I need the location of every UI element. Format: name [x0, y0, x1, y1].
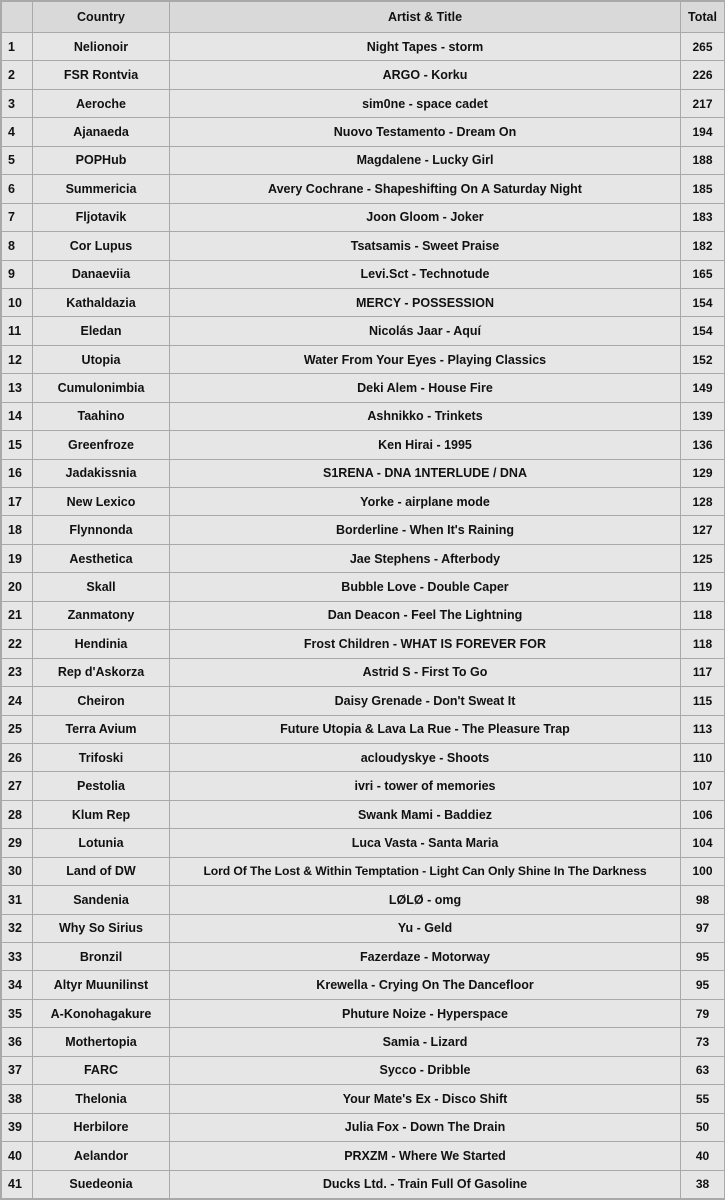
rank-cell: 36 — [2, 1028, 33, 1056]
total-cell: 97 — [681, 914, 725, 942]
country-cell: FSR Rontvia — [33, 61, 170, 89]
results-table — [1, 1, 725, 1199]
table-row — [2, 260, 725, 288]
artist-title-cell: Joon Gloom - Joker — [170, 203, 681, 231]
table-row — [2, 630, 725, 658]
total-cell: 152 — [681, 345, 725, 373]
rank-cell: 31 — [2, 886, 33, 914]
total-cell: 100 — [681, 857, 725, 885]
table-row — [2, 829, 725, 857]
total-cell: 182 — [681, 232, 725, 260]
total-cell: 129 — [681, 459, 725, 487]
table-row — [2, 1142, 725, 1170]
artist-title-cell: Yorke - airplane mode — [170, 488, 681, 516]
table-row — [2, 33, 725, 61]
total-cell: 149 — [681, 374, 725, 402]
total-cell: 128 — [681, 488, 725, 516]
table-row — [2, 374, 725, 402]
total-cell: 226 — [681, 61, 725, 89]
total-cell: 117 — [681, 658, 725, 686]
country-cell: Suedeonia — [33, 1170, 170, 1198]
country-cell: Terra Avium — [33, 715, 170, 743]
country-cell: Aesthetica — [33, 544, 170, 572]
artist-title-cell: Yu - Geld — [170, 914, 681, 942]
country-cell: Trifoski — [33, 743, 170, 771]
total-cell: 40 — [681, 1142, 725, 1170]
table-row — [2, 175, 725, 203]
total-cell: 139 — [681, 402, 725, 430]
total-cell: 63 — [681, 1056, 725, 1084]
total-cell: 118 — [681, 630, 725, 658]
total-cell: 118 — [681, 601, 725, 629]
header-country: Country — [33, 2, 170, 33]
table-row — [2, 573, 725, 601]
artist-title-cell: S1RENA - DNA 1NTERLUDE / DNA — [170, 459, 681, 487]
artist-title-cell: Julia Fox - Down The Drain — [170, 1113, 681, 1141]
artist-title-cell: Ducks Ltd. - Train Full Of Gasoline — [170, 1170, 681, 1198]
artist-title-cell: Fazerdaze - Motorway — [170, 943, 681, 971]
rank-cell: 12 — [2, 345, 33, 373]
total-cell: 217 — [681, 89, 725, 117]
artist-title-cell: Nicolás Jaar - Aquí — [170, 317, 681, 345]
rank-cell: 2 — [2, 61, 33, 89]
total-cell: 188 — [681, 146, 725, 174]
artist-title-cell: Daisy Grenade - Don't Sweat It — [170, 687, 681, 715]
country-cell: Cumulonimbia — [33, 374, 170, 402]
country-cell: Hendinia — [33, 630, 170, 658]
table-row — [2, 943, 725, 971]
country-cell: Summericia — [33, 175, 170, 203]
rank-cell: 16 — [2, 459, 33, 487]
rank-cell: 22 — [2, 630, 33, 658]
rank-cell: 39 — [2, 1113, 33, 1141]
header-row — [2, 2, 725, 33]
country-cell: Aelandor — [33, 1142, 170, 1170]
table-row — [2, 61, 725, 89]
artist-title-cell: Bubble Love - Double Caper — [170, 573, 681, 601]
artist-title-cell: Magdalene - Lucky Girl — [170, 146, 681, 174]
rank-cell: 18 — [2, 516, 33, 544]
total-cell: 265 — [681, 33, 725, 61]
artist-title-cell: Krewella - Crying On The Dancefloor — [170, 971, 681, 999]
country-cell: Mothertopia — [33, 1028, 170, 1056]
table-row — [2, 488, 725, 516]
artist-title-cell: Luca Vasta - Santa Maria — [170, 829, 681, 857]
table-row — [2, 544, 725, 572]
table-row — [2, 232, 725, 260]
country-cell: Herbilore — [33, 1113, 170, 1141]
header-artist-title: Artist & Title — [170, 2, 681, 33]
artist-title-cell: Deki Alem - House Fire — [170, 374, 681, 402]
table-row — [2, 317, 725, 345]
artist-title-cell: Jae Stephens - Afterbody — [170, 544, 681, 572]
country-cell: Taahino — [33, 402, 170, 430]
artist-title-cell: Phuture Noize - Hyperspace — [170, 999, 681, 1027]
rank-cell: 6 — [2, 175, 33, 203]
rank-cell: 7 — [2, 203, 33, 231]
table-row — [2, 687, 725, 715]
artist-title-cell: PRXZM - Where We Started — [170, 1142, 681, 1170]
rank-cell: 15 — [2, 431, 33, 459]
country-cell: A-Konohagakure — [33, 999, 170, 1027]
country-cell: Altyr Muunilinst — [33, 971, 170, 999]
table-row — [2, 914, 725, 942]
rank-cell: 19 — [2, 544, 33, 572]
total-cell: 95 — [681, 971, 725, 999]
total-cell: 127 — [681, 516, 725, 544]
rank-cell: 20 — [2, 573, 33, 601]
rank-cell: 32 — [2, 914, 33, 942]
artist-title-cell: Ashnikko - Trinkets — [170, 402, 681, 430]
rank-cell: 41 — [2, 1170, 33, 1198]
rank-cell: 29 — [2, 829, 33, 857]
table-row — [2, 459, 725, 487]
rank-cell: 17 — [2, 488, 33, 516]
total-cell: 154 — [681, 317, 725, 345]
table-body — [2, 33, 725, 1199]
artist-title-cell: LØLØ - omg — [170, 886, 681, 914]
header-rank — [2, 2, 33, 33]
artist-title-cell: acloudyskye - Shoots — [170, 743, 681, 771]
total-cell: 115 — [681, 687, 725, 715]
artist-title-cell: Avery Cochrane - Shapeshifting On A Saturday Night — [170, 175, 681, 203]
country-cell: Nelionoir — [33, 33, 170, 61]
rank-cell: 38 — [2, 1085, 33, 1113]
table-row — [2, 516, 725, 544]
artist-title-cell: Astrid S - First To Go — [170, 658, 681, 686]
artist-title-cell: Swank Mami - Baddiez — [170, 800, 681, 828]
rank-cell: 11 — [2, 317, 33, 345]
table-row — [2, 146, 725, 174]
artist-title-cell: Ken Hirai - 1995 — [170, 431, 681, 459]
table-row — [2, 1170, 725, 1198]
country-cell: Skall — [33, 573, 170, 601]
table-row — [2, 715, 725, 743]
country-cell: Utopia — [33, 345, 170, 373]
rank-cell: 40 — [2, 1142, 33, 1170]
table-row — [2, 431, 725, 459]
rank-cell: 27 — [2, 772, 33, 800]
country-cell: Cor Lupus — [33, 232, 170, 260]
country-cell: Kathaldazia — [33, 288, 170, 316]
rank-cell: 4 — [2, 118, 33, 146]
artist-title-cell: MERCY - POSSESSION — [170, 288, 681, 316]
artist-title-cell: ARGO - Korku — [170, 61, 681, 89]
table-row — [2, 288, 725, 316]
total-cell: 119 — [681, 573, 725, 601]
table-row — [2, 999, 725, 1027]
total-cell: 95 — [681, 943, 725, 971]
table-row — [2, 118, 725, 146]
header-total: Total — [681, 2, 725, 33]
rank-cell: 30 — [2, 857, 33, 885]
table-row — [2, 601, 725, 629]
table-header — [2, 2, 725, 33]
rank-cell: 10 — [2, 288, 33, 316]
table-row — [2, 772, 725, 800]
rank-cell: 9 — [2, 260, 33, 288]
total-cell: 110 — [681, 743, 725, 771]
artist-title-cell: Lord Of The Lost & Within Temptation - Light Can Only Shine In The Darkness — [170, 857, 681, 885]
country-cell: Cheiron — [33, 687, 170, 715]
country-cell: Eledan — [33, 317, 170, 345]
table-row — [2, 800, 725, 828]
table-row — [2, 1113, 725, 1141]
table-row — [2, 857, 725, 885]
country-cell: Aeroche — [33, 89, 170, 117]
country-cell: Thelonia — [33, 1085, 170, 1113]
country-cell: Sandenia — [33, 886, 170, 914]
artist-title-cell: Future Utopia & Lava La Rue - The Pleasure Trap — [170, 715, 681, 743]
table-row — [2, 89, 725, 117]
rank-cell: 8 — [2, 232, 33, 260]
country-cell: Greenfroze — [33, 431, 170, 459]
rank-cell: 24 — [2, 687, 33, 715]
rank-cell: 37 — [2, 1056, 33, 1084]
artist-title-cell: Water From Your Eyes - Playing Classics — [170, 345, 681, 373]
artist-title-cell: ivri - tower of memories — [170, 772, 681, 800]
artist-title-cell: Tsatsamis - Sweet Praise — [170, 232, 681, 260]
total-cell: 98 — [681, 886, 725, 914]
rank-cell: 26 — [2, 743, 33, 771]
table-row — [2, 345, 725, 373]
country-cell: Why So Sirius — [33, 914, 170, 942]
table-row — [2, 402, 725, 430]
country-cell: Lotunia — [33, 829, 170, 857]
total-cell: 106 — [681, 800, 725, 828]
total-cell: 185 — [681, 175, 725, 203]
rank-cell: 21 — [2, 601, 33, 629]
table-row — [2, 743, 725, 771]
artist-title-cell: Borderline - When It's Raining — [170, 516, 681, 544]
artist-title-cell: Your Mate's Ex - Disco Shift — [170, 1085, 681, 1113]
rank-cell: 34 — [2, 971, 33, 999]
total-cell: 73 — [681, 1028, 725, 1056]
artist-title-cell: Levi.Sct - Technotude — [170, 260, 681, 288]
table-row — [2, 1056, 725, 1084]
rank-cell: 23 — [2, 658, 33, 686]
rank-cell: 5 — [2, 146, 33, 174]
rank-cell: 28 — [2, 800, 33, 828]
country-cell: New Lexico — [33, 488, 170, 516]
table-row — [2, 971, 725, 999]
table-row — [2, 1028, 725, 1056]
rank-cell: 3 — [2, 89, 33, 117]
artist-title-cell: Sycco - Dribble — [170, 1056, 681, 1084]
country-cell: Jadakissnia — [33, 459, 170, 487]
total-cell: 125 — [681, 544, 725, 572]
country-cell: Land of DW — [33, 857, 170, 885]
table-row — [2, 658, 725, 686]
rank-cell: 13 — [2, 374, 33, 402]
total-cell: 183 — [681, 203, 725, 231]
total-cell: 107 — [681, 772, 725, 800]
table-row — [2, 1085, 725, 1113]
total-cell: 194 — [681, 118, 725, 146]
country-cell: Zanmatony — [33, 601, 170, 629]
artist-title-cell: Samia - Lizard — [170, 1028, 681, 1056]
artist-title-cell: sim0ne - space cadet — [170, 89, 681, 117]
total-cell: 154 — [681, 288, 725, 316]
total-cell: 79 — [681, 999, 725, 1027]
rank-cell: 25 — [2, 715, 33, 743]
country-cell: Rep d'Askorza — [33, 658, 170, 686]
total-cell: 136 — [681, 431, 725, 459]
country-cell: Danaeviia — [33, 260, 170, 288]
rank-cell: 35 — [2, 999, 33, 1027]
total-cell: 55 — [681, 1085, 725, 1113]
total-cell: 113 — [681, 715, 725, 743]
country-cell: FARC — [33, 1056, 170, 1084]
artist-title-cell: Night Tapes - storm — [170, 33, 681, 61]
total-cell: 165 — [681, 260, 725, 288]
table-row — [2, 203, 725, 231]
country-cell: Ajanaeda — [33, 118, 170, 146]
country-cell: Pestolia — [33, 772, 170, 800]
country-cell: Klum Rep — [33, 800, 170, 828]
country-cell: Flynnonda — [33, 516, 170, 544]
table-row — [2, 886, 725, 914]
total-cell: 104 — [681, 829, 725, 857]
country-cell: Bronzil — [33, 943, 170, 971]
total-cell: 38 — [681, 1170, 725, 1198]
rank-cell: 1 — [2, 33, 33, 61]
country-cell: POPHub — [33, 146, 170, 174]
artist-title-cell: Frost Children - WHAT IS FOREVER FOR — [170, 630, 681, 658]
total-cell: 50 — [681, 1113, 725, 1141]
artist-title-cell: Dan Deacon - Feel The Lightning — [170, 601, 681, 629]
artist-title-cell: Nuovo Testamento - Dream On — [170, 118, 681, 146]
rank-cell: 33 — [2, 943, 33, 971]
rank-cell: 14 — [2, 402, 33, 430]
country-cell: Fljotavik — [33, 203, 170, 231]
